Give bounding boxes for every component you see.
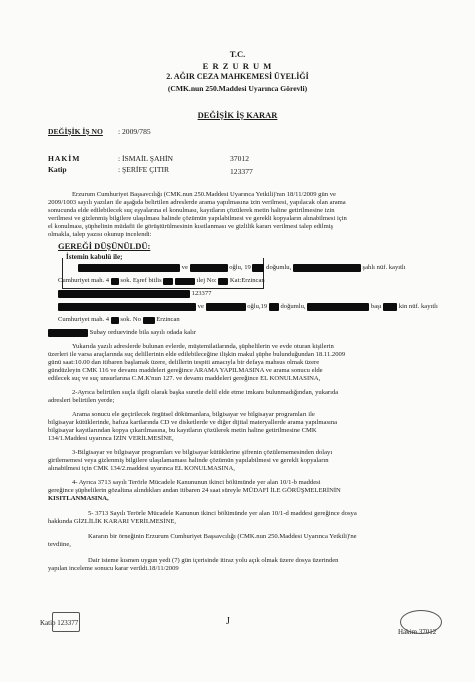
intro-line: 2009/1003 sayılı yazıları ile aşağıda belirtilen adreslerde arama yapılmasına izin verilmesi, yapılacak olan arama: [48, 199, 346, 206]
person-1-row-2: [58, 277, 265, 286]
body-line: gündüzleyin CMK 116 ve devamı maddeleri gereğince ARAMA YAPILMASINA ve arama sonucu elde: [48, 367, 323, 374]
person-1-row-3: [58, 290, 211, 299]
person-field: Cumhuriyet mah. 4: [58, 277, 110, 284]
request-accepted: İstemin kabulü ile;: [66, 253, 123, 261]
redaction: [58, 290, 190, 298]
case-number-label: DEĞİŞİK İŞ NO: [48, 127, 103, 136]
person-field: Kat:Erzincan: [229, 277, 265, 284]
redaction: [175, 278, 195, 285]
redaction: [58, 303, 196, 311]
header-court: 2. AĞIR CEZA MAHKEMESİ ÜYELİĞİ: [166, 72, 309, 81]
redaction: [293, 264, 361, 272]
person-field: şahlı nüf. kayıtlı: [362, 264, 406, 271]
body-line: KISITLANMASINA,: [48, 495, 109, 502]
judge-signature-mark: [400, 610, 442, 634]
person-field: kin nüf. kayıtlı: [398, 303, 438, 310]
intro-line: el konulması, şüphelinin müdafii ile görüştürülmesinin kısıtlanması ve gizlilik kararı verilmesi talep edilmiş: [48, 223, 334, 230]
body-line: Yukarıda yazılı adreslerde bulunan evlerde, müştemilatlarında, şüphelilerin ve evde oturan kişilerin: [72, 343, 334, 350]
person-field: oğlu,19: [247, 303, 268, 310]
body-line: bilgisayar kütüklerinde, hafıza kartlarında CD ve disketlerde ve diğer dijital materyallerde arama yapılmasına: [48, 419, 338, 426]
redaction: [143, 317, 155, 324]
header-tc: T.C.: [229, 49, 246, 59]
body-line: 2-Ayrıca belirtilen suçla ilgili olarak başka suretle delil elde etme imkanı bulunmadığından, yukarıda: [72, 389, 339, 396]
clerk-role: Katip: [48, 165, 67, 174]
header-authority: (CMK.nun 250.Maddesi Uyarınca Görevli): [167, 84, 308, 93]
body-line: 3-Bilgisayar ve bilgisayar programları ve bilgisayar kütüklerine şifrenin çözülememesinden dolayı: [72, 449, 333, 456]
section-title: GEREĞİ DÜŞÜNÜLDÜ:: [58, 241, 151, 251]
body-line: 5- 3713 Sayılı Terörle Mücadele Kanunun ikinci bölümünde yer alan 10/1-d maddesi gereğince dosya: [88, 510, 357, 517]
judge-id: 37012: [230, 154, 249, 163]
body-line: bilgisayar kayıtlarından kopya çıkarılmasına, bu kayıtların çözülerek metin haline getirilmesine CMK: [48, 427, 317, 434]
body-line: Kararın bir örneğinin Erzurum Cumhuriyet Başsavcılığı (CMK.nun 250.Maddesi Uyarınca Yetkili)'ne: [88, 533, 357, 540]
body-line: 134/1.Maddesi uyarınca İZİN VERİLMESİNE,: [48, 435, 174, 442]
clerk-signature-mark: [52, 612, 80, 632]
redaction: [111, 317, 119, 324]
body-line: tevdiine,: [48, 541, 71, 548]
person-field: 123377: [191, 290, 212, 297]
person-1-row-1: [78, 264, 406, 273]
redaction: [48, 329, 88, 337]
header-city: E R Z U R U M: [202, 61, 273, 71]
person-field: başı: [370, 303, 382, 310]
redaction: [218, 278, 228, 285]
decision-title: DEĞİŞİK İŞ KARAR: [197, 110, 278, 120]
intro-line: sonucunda elde edilebilecek suç eşyalarına el konulması, kayıtların çözülerek metin haline getirilmesine izin: [48, 207, 335, 214]
redaction: [252, 264, 264, 272]
person-2-row-3: [48, 329, 196, 338]
person-field: oğlu, 19: [229, 264, 251, 271]
intro-line: verilmesi ve gizlenmiş bilgilere ulaşılması halinde çözümün yapılabilmesi ve gerekli kopyaların alınabilmesi için: [48, 215, 347, 222]
person-field: sok. Eşref bitlis: [120, 277, 162, 284]
case-number-value: : 2009/785: [118, 127, 151, 136]
person-field: Erzincan: [156, 316, 180, 323]
person-field: sok. No: [120, 316, 141, 323]
body-line: gereğince şüphelilerin gözaltına alındıkları andan itibaren 24 saat süreyle MÜDAFİ İLE GÖRÜŞMELERİNİN: [48, 487, 341, 494]
body-line: girilememesi veya gizlenmiş bilgilere ulaşılamaması halinde çözümün yapılabilmesi ve gerekli kopyaların: [48, 457, 329, 464]
person-2-row-1: [58, 303, 438, 312]
person-field: ve: [197, 303, 204, 310]
person-field: ılej No:: [196, 277, 217, 284]
intro-line: olmakla, talep yazısı okunup incelendi:: [48, 231, 152, 238]
person-field: Cumhuriyet mah. 4: [58, 316, 110, 323]
body-line: adresleri belirtilen yerde;: [48, 397, 115, 404]
body-line: Dair isteme kısmen uygun yedi (7) gün içerisinde itiraz yolu açık olmak üzere dosya üzerinden: [88, 557, 339, 564]
redaction: [190, 264, 228, 272]
person-2-row-2: [58, 316, 180, 325]
person-field: ve: [181, 264, 188, 271]
intro-line: Erzurum Cumhuriyet Başsavcılığı (CMK.nun 250.Maddesi Uyarınca Yetkili)'nın 18/11/2009 gün ve: [72, 191, 336, 198]
clerk-id: 123377: [230, 167, 253, 176]
body-line: hakkında GİZLİLİK KARARI VERİLMESİNE,: [48, 518, 177, 525]
body-line: yapılan inceleme sonucu karar verildi.18/11/2009: [48, 565, 179, 572]
redaction: [78, 264, 180, 272]
body-line: üzerleri ile varsa araçlarında suç delillerinin elde edilebileceğine ilişkin makul şüphe bulunduğundan 18.11.2009: [48, 351, 346, 358]
redaction: [383, 303, 397, 311]
body-line: edilecek suç ve suç unsurlarına C.M.K'nun 127. ve devamı maddeleri gereğince EL KONULMASINA,: [48, 375, 321, 382]
page-mark: J: [226, 616, 230, 627]
person-field: doğumlu,: [266, 264, 292, 271]
body-line: 4- Ayrıca 3713 sayılı Terörle Mücadele Kanununun ikinci bölümünde yer alan 10/1-b maddesi: [72, 479, 321, 486]
person-field: doğumlu,: [280, 303, 306, 310]
body-line: günü saat:10.00 dan itibaren başlamak üzere, delillerin tespiti amacıyla bir defaya mahsus olmak üzere: [48, 359, 320, 366]
judge-name: : İSMAİL ŞAHİN: [118, 154, 173, 163]
redaction: [307, 303, 369, 311]
judge-role: HAKİM: [48, 154, 81, 163]
body-line: alınabilmesi için CMK 134/2.maddesi uyarınca EL KONULMASINA,: [48, 465, 235, 472]
redaction: [163, 278, 173, 285]
redaction: [111, 278, 119, 285]
clerk-signature-label: Katip 123377: [40, 619, 79, 627]
clerk-name: : ŞERİFE ÇITIR: [118, 165, 170, 174]
redaction: [206, 303, 246, 311]
redaction: [269, 303, 279, 311]
person-field: Subay orduevinde bila sayılı odada kalır: [89, 329, 197, 336]
judge-signature-label: Hakim 37012: [398, 628, 437, 636]
body-line: Arama sonucu ele geçirilecek örgütsel dökümanlara, bilgisayar ve bilgisayar programları ile: [72, 411, 315, 418]
